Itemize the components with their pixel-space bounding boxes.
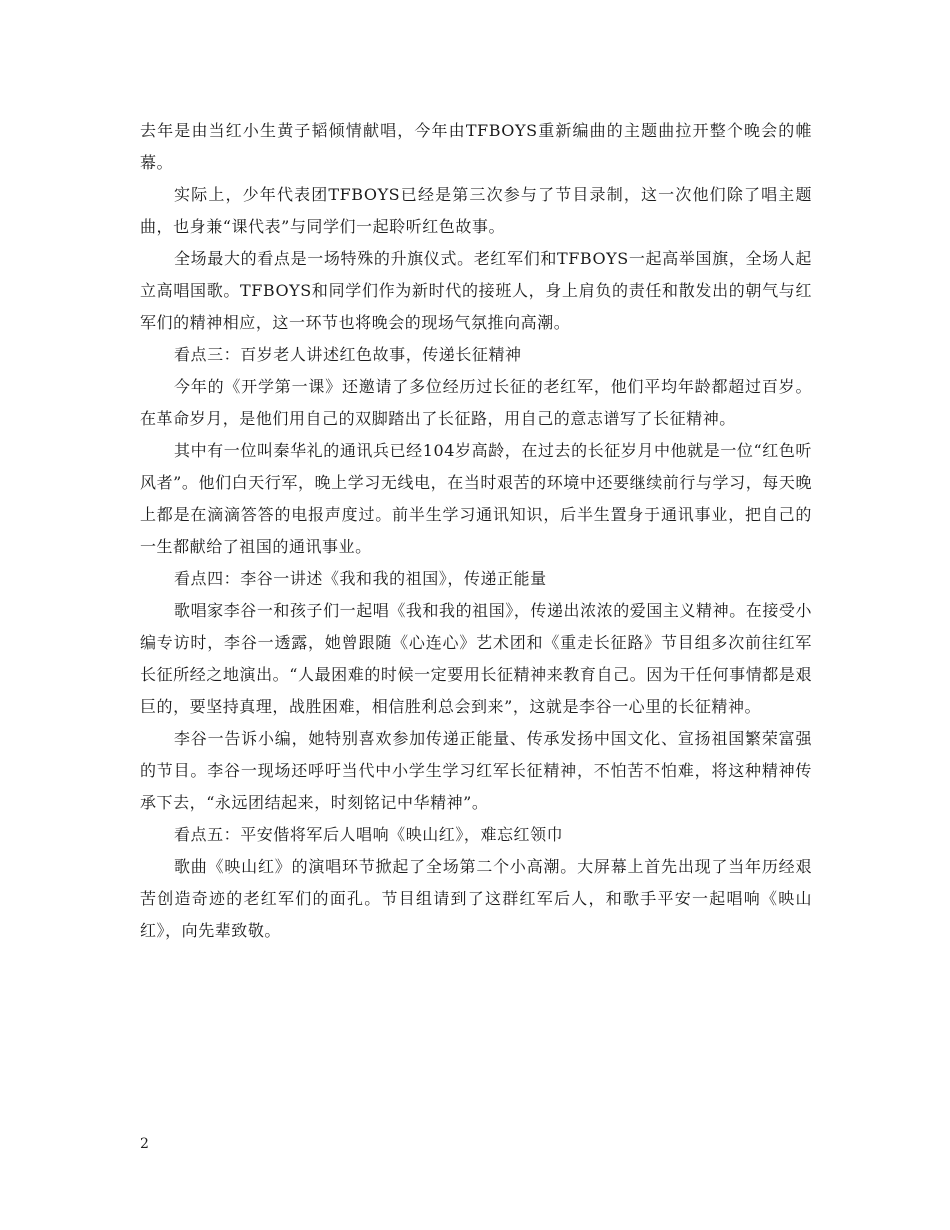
paragraph: 其中有一位叫秦华礼的通讯兵已经104岁高龄，在过去的长征岁月中他就是一位“红色听风者”。他们白天行军，晚上学习无线电，在当时艰苦的环境中还要继续前行与学习，每天晚上都是在滴滴答答的电报声度过。前半生学习通讯知识，后半生置身于通讯事业，把自己的一生都献给了祖国的通讯事业。 [140, 441, 812, 556]
section-heading: 看点四：李谷一讲述《我和我的祖国》，传递正能量 [174, 569, 547, 588]
document-body [140, 115, 812, 947]
paragraph: 全场最大的看点是一场特殊的升旗仪式。老红军们和TFBOYS一起高举国旗，全场人起立高唱国歌。TFBOYS和同学们作为新时代的接班人，身上肩负的责任和散发出的朝气与红军们的精神相应，这一环节也将晚会的现场气氛推向高潮。 [140, 249, 812, 332]
paragraph: 今年的《开学第一课》还邀请了多位经历过长征的老红军，他们平均年龄都超过百岁。在革命岁月，是他们用自己的双脚踏出了长征路，用自己的意志谱写了长征精神。 [140, 377, 812, 428]
paragraph: 歌唱家李谷一和孩子们一起唱《我和我的祖国》，传递出浓浓的爱国主义精神。在接受小编专访时，李谷一透露，她曾跟随《心连心》艺术团和《重走长征路》节目组多次前往红军长征所经之地演出。“人最困难的时候一定要用长征精神来教育自己。因为干任何事情都是艰巨的，要坚持真理，战胜困难，相信胜利总会到来”，这就是李谷一心里的长征精神。 [140, 601, 812, 716]
paragraph: 实际上，少年代表团TFBOYS已经是第三次参与了节目录制，这一次他们除了唱主题曲，也身兼“课代表”与同学们一起聆听红色故事。 [140, 185, 812, 236]
section-heading: 看点五：平安偕将军后人唱响《映山红》，难忘红领巾 [174, 825, 564, 844]
paragraph: 歌曲《映山红》的演唱环节掀起了全场第二个小高潮。大屏幕上首先出现了当年历经艰苦创造奇迹的老红军们的面孔。节目组请到了这群红军后人，和歌手平安一起唱响《映山红》，向先辈致敬。 [140, 857, 812, 940]
paragraph: 李谷一告诉小编，她特别喜欢参加传递正能量、传承发扬中国文化、宣扬祖国繁荣富强的节目。李谷一现场还呼吁当代中小学生学习红军长征精神，不怕苦不怕难，将这种精神传承下去，“永远团结起来，时刻铭记中华精神”。 [140, 729, 812, 812]
paragraph-continuation: 去年是由当红小生黄子韬倾情献唱，今年由TFBOYS重新编曲的主题曲拉开整个晚会的帷幕。 [140, 121, 812, 172]
page-number: 2 [140, 1136, 149, 1152]
section-heading: 看点三：百岁老人讲述红色故事，传递长征精神 [174, 345, 522, 364]
